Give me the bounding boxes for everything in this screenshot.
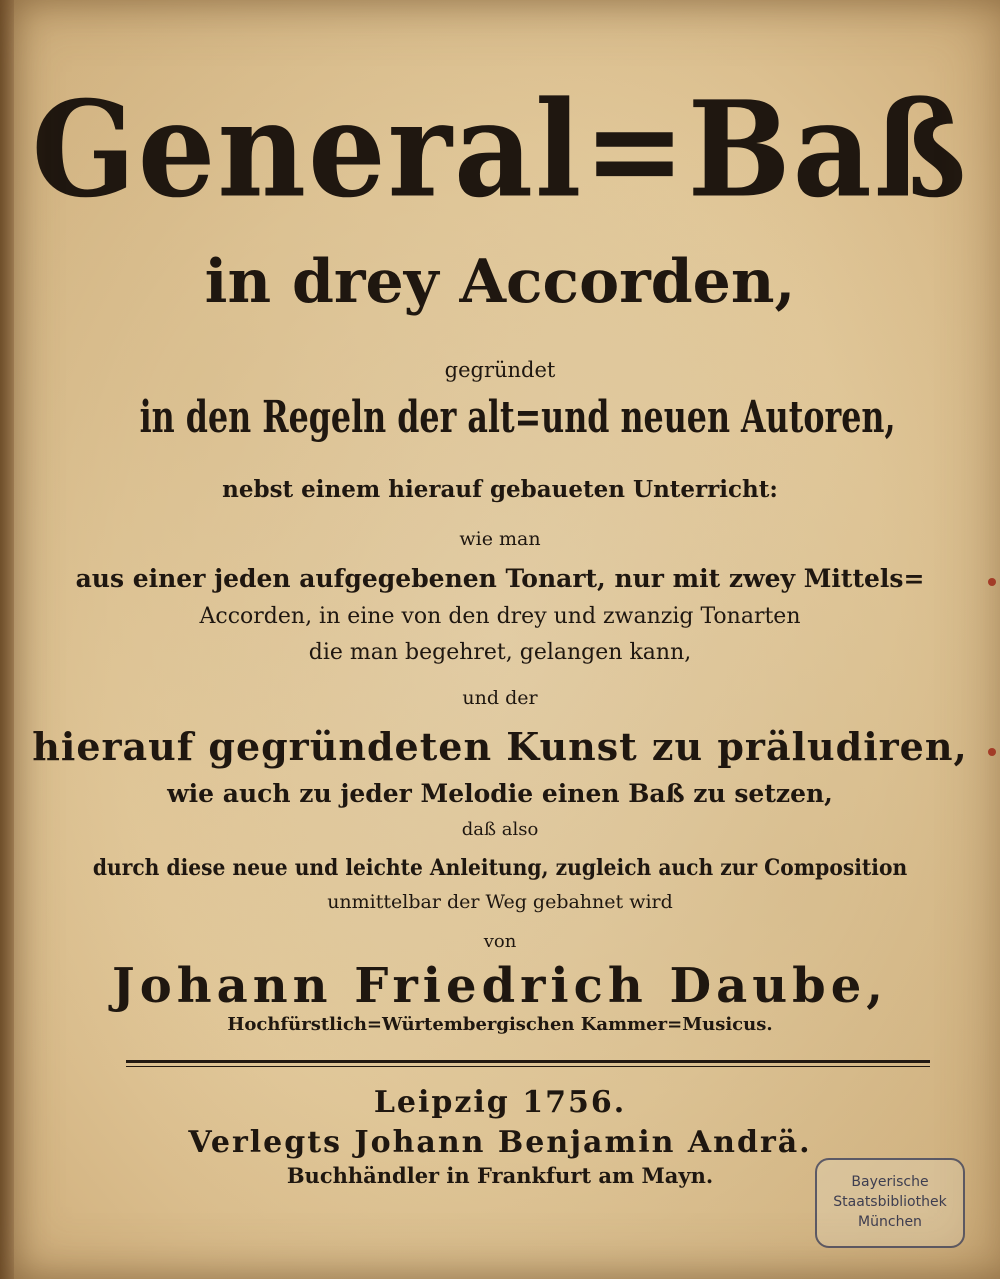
imprint-publisher-detail: Buchhändler in Frankfurt am Mayn.: [286, 1163, 714, 1188]
line-so: daß also: [461, 819, 539, 840]
stamp-line-3: München: [858, 1214, 922, 1230]
line-melody: wie auch zu jeder Melodie einen Baß zu setzen,: [167, 779, 833, 808]
library-stamp: [815, 1158, 965, 1248]
stamp-line-2: Staatsbibliothek: [833, 1194, 947, 1210]
author-name: Johann Friedrich Daube,: [112, 958, 888, 1014]
line-how: wie man: [459, 528, 541, 550]
stamp-line-1: Bayerische: [851, 1174, 929, 1190]
book-title: General=Baß: [31, 71, 969, 227]
line-grounded: gegründet: [444, 358, 556, 382]
line-lesson: nebst einem hierauf gebaueten Unterricht:: [222, 476, 778, 503]
line-prelude: hierauf gegründeten Kunst zu präludiren,: [32, 724, 968, 769]
book-subtitle: in drey Accorden,: [204, 247, 796, 317]
line-and: und der: [462, 687, 538, 709]
line-way: unmittelbar der Weg gebahnet wird: [327, 891, 673, 913]
divider-thin: [126, 1066, 930, 1067]
line-by: von: [483, 931, 517, 952]
imprint-place-year: Leipzig 1756.: [373, 1085, 627, 1120]
margin-mark-2: [988, 748, 996, 756]
line-keys-1: aus einer jeden aufgegebenen Tonart, nur mit zwey Mittels=: [75, 564, 925, 593]
margin-mark-1: [988, 578, 996, 586]
line-rules: in den Regeln der alt=und neuen Autoren,: [139, 392, 896, 443]
divider-thick: [126, 1060, 930, 1063]
line-composition: durch diese neue und leichte Anleitung, zugleich auch zur Composition: [92, 855, 908, 881]
line-keys-2: Accorden, in eine von den drey und zwanzig Tonarten: [199, 604, 801, 629]
author-position: Hochfürstlich=Würtembergischen Kammer=Musicus.: [227, 1014, 773, 1035]
imprint-publisher: Verlegts Johann Benjamin Andrä.: [188, 1125, 812, 1160]
line-keys-3: die man begehret, gelangen kann,: [308, 640, 692, 665]
